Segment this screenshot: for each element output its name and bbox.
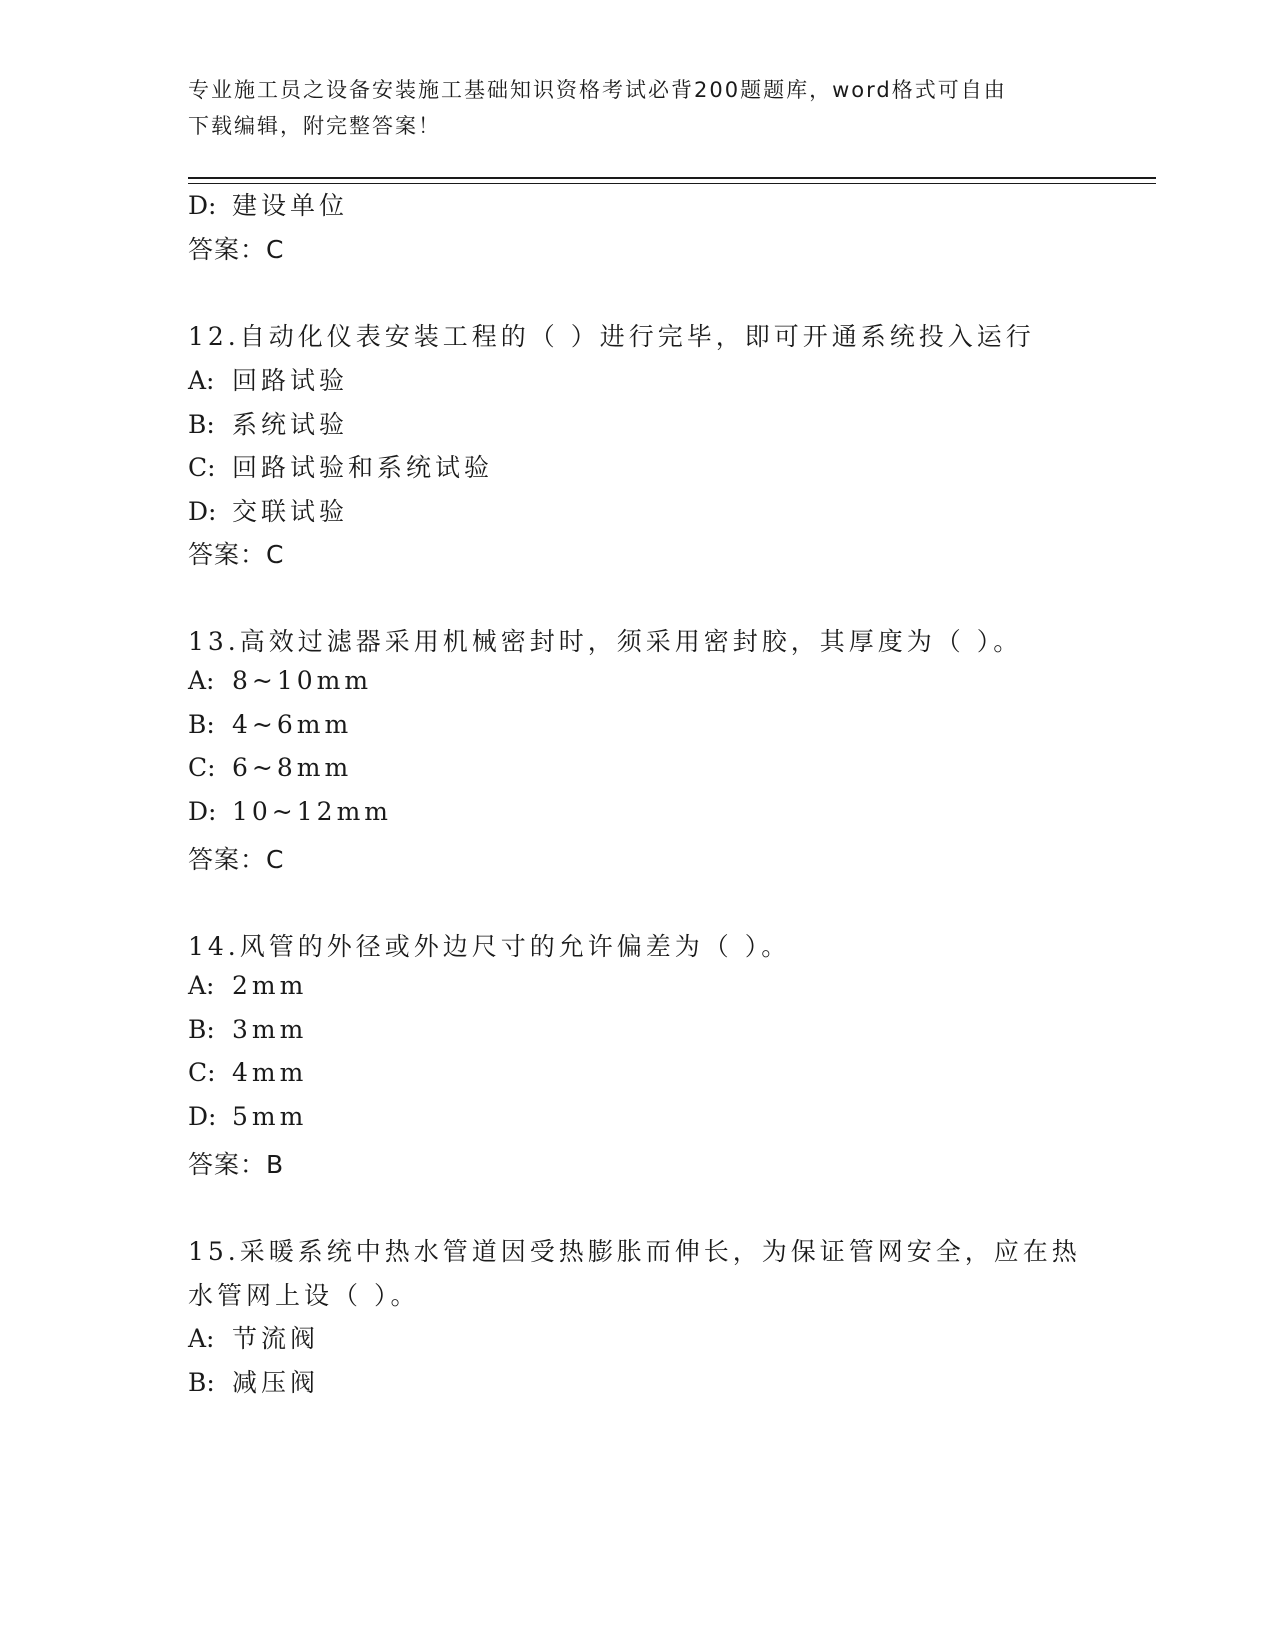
option-line: [188, 797, 392, 826]
option-text: 节流阀: [232, 1324, 320, 1353]
option-text: 2mm: [232, 971, 308, 1000]
option-text: 4~6mm: [232, 710, 353, 739]
document-header: [188, 72, 1068, 144]
option-letter: B:: [188, 1368, 215, 1397]
option-letter: B:: [188, 1015, 215, 1044]
question-line: 13.高效过滤器采用机械密封时，须采用密封胶，其厚度为（ ）。: [188, 627, 1023, 656]
option-line: [188, 361, 348, 397]
option-line: [188, 1319, 319, 1355]
answer-line: 答案：B: [188, 1150, 285, 1179]
option-line: [188, 1363, 319, 1399]
header-line-1: 专业施工员之设备安装施工基础知识资格考试必背200题题库，word格式可自由: [188, 78, 1007, 102]
option-letter: D:: [188, 1102, 217, 1131]
option-line: [188, 492, 348, 528]
question-line: 15.采暖系统中热水管道因受热膨胀而伸长，为保证管网安全，应在热: [188, 1237, 1081, 1266]
question-line: 14.风管的外径或外边尺寸的允许偏差为（ ）。: [188, 932, 791, 961]
option-text: 建设单位: [232, 191, 349, 220]
option-letter: C:: [188, 453, 216, 482]
option-text: 减压阀: [232, 1368, 320, 1397]
option-text: 5mm: [232, 1102, 308, 1131]
option-line: [188, 186, 348, 222]
option-line: [188, 1015, 307, 1044]
header-line-2: 下载编辑，附完整答案！: [188, 114, 441, 138]
question-line: 12.自动化仪表安装工程的（ ）进行完毕，即可开通系统投入运行: [188, 322, 1035, 351]
option-letter: C:: [188, 1058, 216, 1087]
option-text: 回路试验: [232, 366, 349, 395]
option-line: [188, 666, 372, 695]
option-letter: A:: [188, 971, 215, 1000]
option-letter: B:: [188, 410, 215, 439]
option-text: 3mm: [232, 1015, 308, 1044]
option-line: [188, 405, 348, 441]
option-letter: A:: [188, 666, 215, 695]
answer-line: 答案：C: [188, 845, 285, 874]
answer-line: 答案：C: [188, 235, 285, 264]
question-line: 水管网上设（ ）。: [188, 1281, 420, 1310]
option-text: 8~10mm: [232, 666, 373, 695]
header-rule-thick: [188, 177, 1156, 179]
option-letter: D:: [188, 191, 217, 220]
option-line: [188, 753, 352, 782]
option-letter: A:: [188, 1324, 215, 1353]
option-text: 系统试验: [232, 410, 349, 439]
option-letter: B:: [188, 710, 215, 739]
option-line: [188, 1102, 307, 1131]
option-line: [188, 710, 352, 739]
option-text: 回路试验和系统试验: [232, 453, 494, 482]
option-text: 6~8mm: [232, 753, 353, 782]
option-letter: D:: [188, 797, 217, 826]
option-line: [188, 448, 493, 484]
option-text: 4mm: [232, 1058, 308, 1087]
option-line: [188, 1058, 307, 1087]
option-letter: A:: [188, 366, 215, 395]
option-letter: D:: [188, 497, 217, 526]
option-text: 10~12mm: [232, 797, 392, 826]
option-line: [188, 971, 307, 1000]
answer-line: 答案：C: [188, 540, 285, 569]
option-text: 交联试验: [232, 497, 349, 526]
header-rule-thin: [188, 183, 1156, 184]
option-letter: C:: [188, 753, 216, 782]
